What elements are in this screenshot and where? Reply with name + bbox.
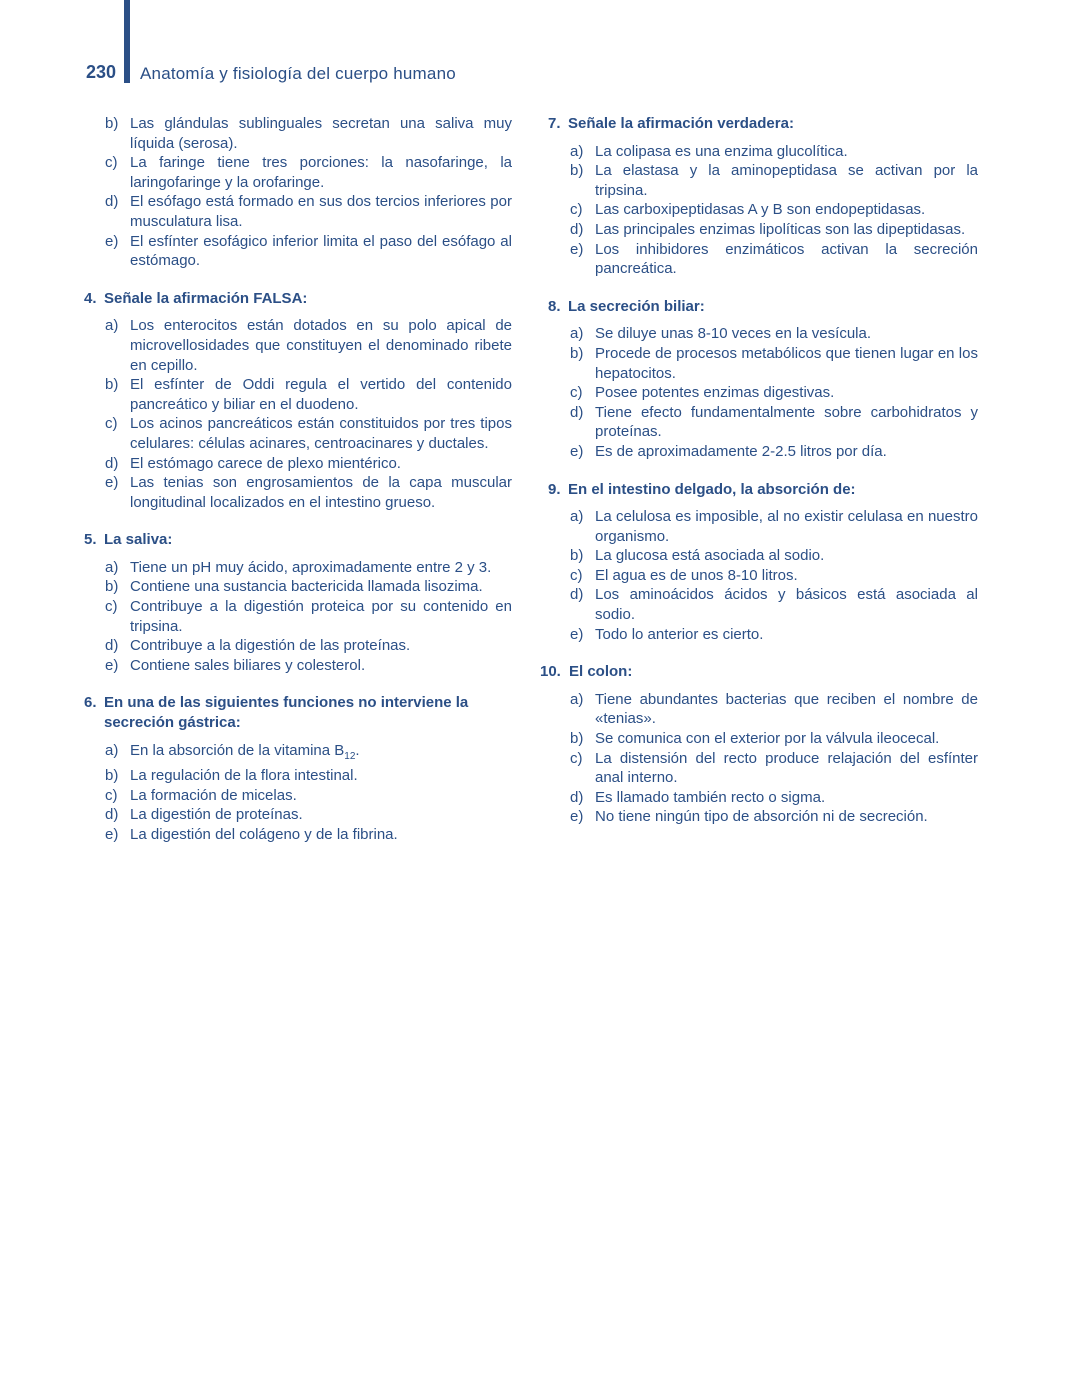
left-column	[84, 114, 512, 863]
option: e) No tiene ningún tipo de absorción ni de secreción.	[570, 808, 928, 826]
option: d) Contribuye a la digestión de las proteínas.	[105, 637, 411, 655]
option: c) Posee potentes enzimas digestivas.	[570, 384, 835, 402]
option: b) Las glándulas sublinguales secretan una saliva muy líquida (serosa).	[105, 115, 512, 152]
option: c) Los acinos pancreáticos están constituidos por tres tipos celulares: células acinares, centroacinares y ductales.	[105, 415, 512, 452]
question-5	[84, 530, 512, 675]
page-number: 230	[86, 62, 117, 82]
question-4	[84, 289, 512, 513]
option: d) Es llamado también recto o sigma.	[570, 788, 826, 806]
option: a) En la absorción de la vitamina $B_{12}$.	[105, 741, 360, 762]
option: d) Tiene efecto fundamentalmente sobre carbohidratos y proteínas.	[570, 403, 978, 441]
option: a) Tiene un pH muy ácido, aproximadamente entre 2 y 3.	[105, 558, 492, 576]
option: b) El esfínter de Oddi regula el vertido del contenido pancreático y biliar en el duodeno.	[105, 376, 512, 413]
question-heading: 9. En el intestino delgado, la absorción de:	[548, 480, 856, 498]
option: c) La faringe tiene tres porciones: la nasofaringe, la laringofaringe y la orofaringe.	[105, 154, 512, 191]
option: d) Las principales enzimas lipolíticas son las dipeptidasas.	[570, 220, 966, 238]
question-heading: 6. En una de las siguientes funciones no interviene la secreción gástrica:	[84, 694, 469, 732]
question-6	[84, 693, 512, 844]
option: a) Tiene abundantes bacterias que reciben el nombre de «tenias».	[570, 690, 978, 728]
option: b) Contiene una sustancia bactericida llamada lisozima.	[105, 578, 483, 596]
option: b) La glucosa está asociada al sodio.	[570, 547, 825, 565]
question-10	[540, 662, 978, 827]
option: e) La digestión del colágeno y de la fibrina.	[105, 826, 398, 843]
right-column	[540, 114, 978, 845]
header-divider-bar	[124, 0, 130, 83]
option: c) Contribuye a la digestión proteica por su contenido en tripsina.	[105, 598, 512, 635]
question-3-continued	[84, 114, 512, 271]
option: b) Procede de procesos metabólicos que tienen lugar en los hepatocitos.	[570, 344, 978, 382]
option: c) El agua es de unos 8-10 litros.	[570, 566, 798, 584]
option: e) Contiene sales biliares y colesterol.	[105, 656, 366, 674]
question-heading: 5. La saliva:	[84, 531, 173, 549]
question-8	[540, 297, 978, 462]
option: c) La distensión del recto produce relajación del esfínter anal interno.	[570, 749, 978, 787]
option: a) La celulosa es imposible, al no existir celulasa en nuestro organismo.	[570, 508, 978, 545]
option: b) Se comunica con el exterior por la válvula ileocecal.	[570, 730, 940, 748]
question-heading: 4. Señale la afirmación FALSA:	[84, 289, 308, 307]
option: a) Los enterocitos están dotados en su polo apical de microvellosidades que constituyen el denominado ribete en cepillo.	[105, 317, 512, 374]
option: e) Es de aproximadamente 2-2.5 litros por día.	[570, 442, 887, 460]
option: d) La digestión de proteínas.	[105, 806, 303, 824]
option: a) La colipasa es una enzima glucolítica.	[570, 142, 848, 160]
question-heading: 10. El colon:	[540, 663, 633, 681]
question-heading: 7. Señale la afirmación verdadera:	[548, 115, 794, 132]
option: e) Las tenias son engrosamientos de la capa muscular longitudinal localizados en el intestino grueso.	[105, 474, 512, 511]
option: e) El esfínter esofágico inferior limita el paso del esófago al estómago.	[105, 232, 512, 270]
option: d) El estómago carece de plexo mientérico.	[105, 454, 401, 472]
option: e) Los inhibidores enzimáticos activan la secreción pancreática.	[570, 240, 978, 278]
option: d) El esófago está formado en sus dos tercios inferiores por musculatura lisa.	[105, 193, 512, 230]
question-9	[540, 480, 978, 645]
option: a) Se diluye unas 8-10 veces en la vesícula.	[570, 325, 871, 343]
option: e) Todo lo anterior es cierto.	[570, 625, 764, 643]
option: d) Los aminoácidos ácidos y básicos está asociada al sodio.	[570, 586, 978, 624]
option: b) La regulación de la flora intestinal.	[105, 767, 358, 785]
book-title: Anatomía y fisiología del cuerpo humano	[140, 64, 456, 83]
option: c) La formación de micelas.	[105, 786, 297, 804]
question-7	[540, 114, 978, 279]
option: b) La elastasa y la aminopeptidasa se activan por la tripsina.	[570, 162, 978, 199]
question-heading: 8. La secreción biliar:	[548, 297, 705, 315]
option: c) Las carboxipeptidasas A y B son endopeptidasas.	[570, 201, 926, 219]
